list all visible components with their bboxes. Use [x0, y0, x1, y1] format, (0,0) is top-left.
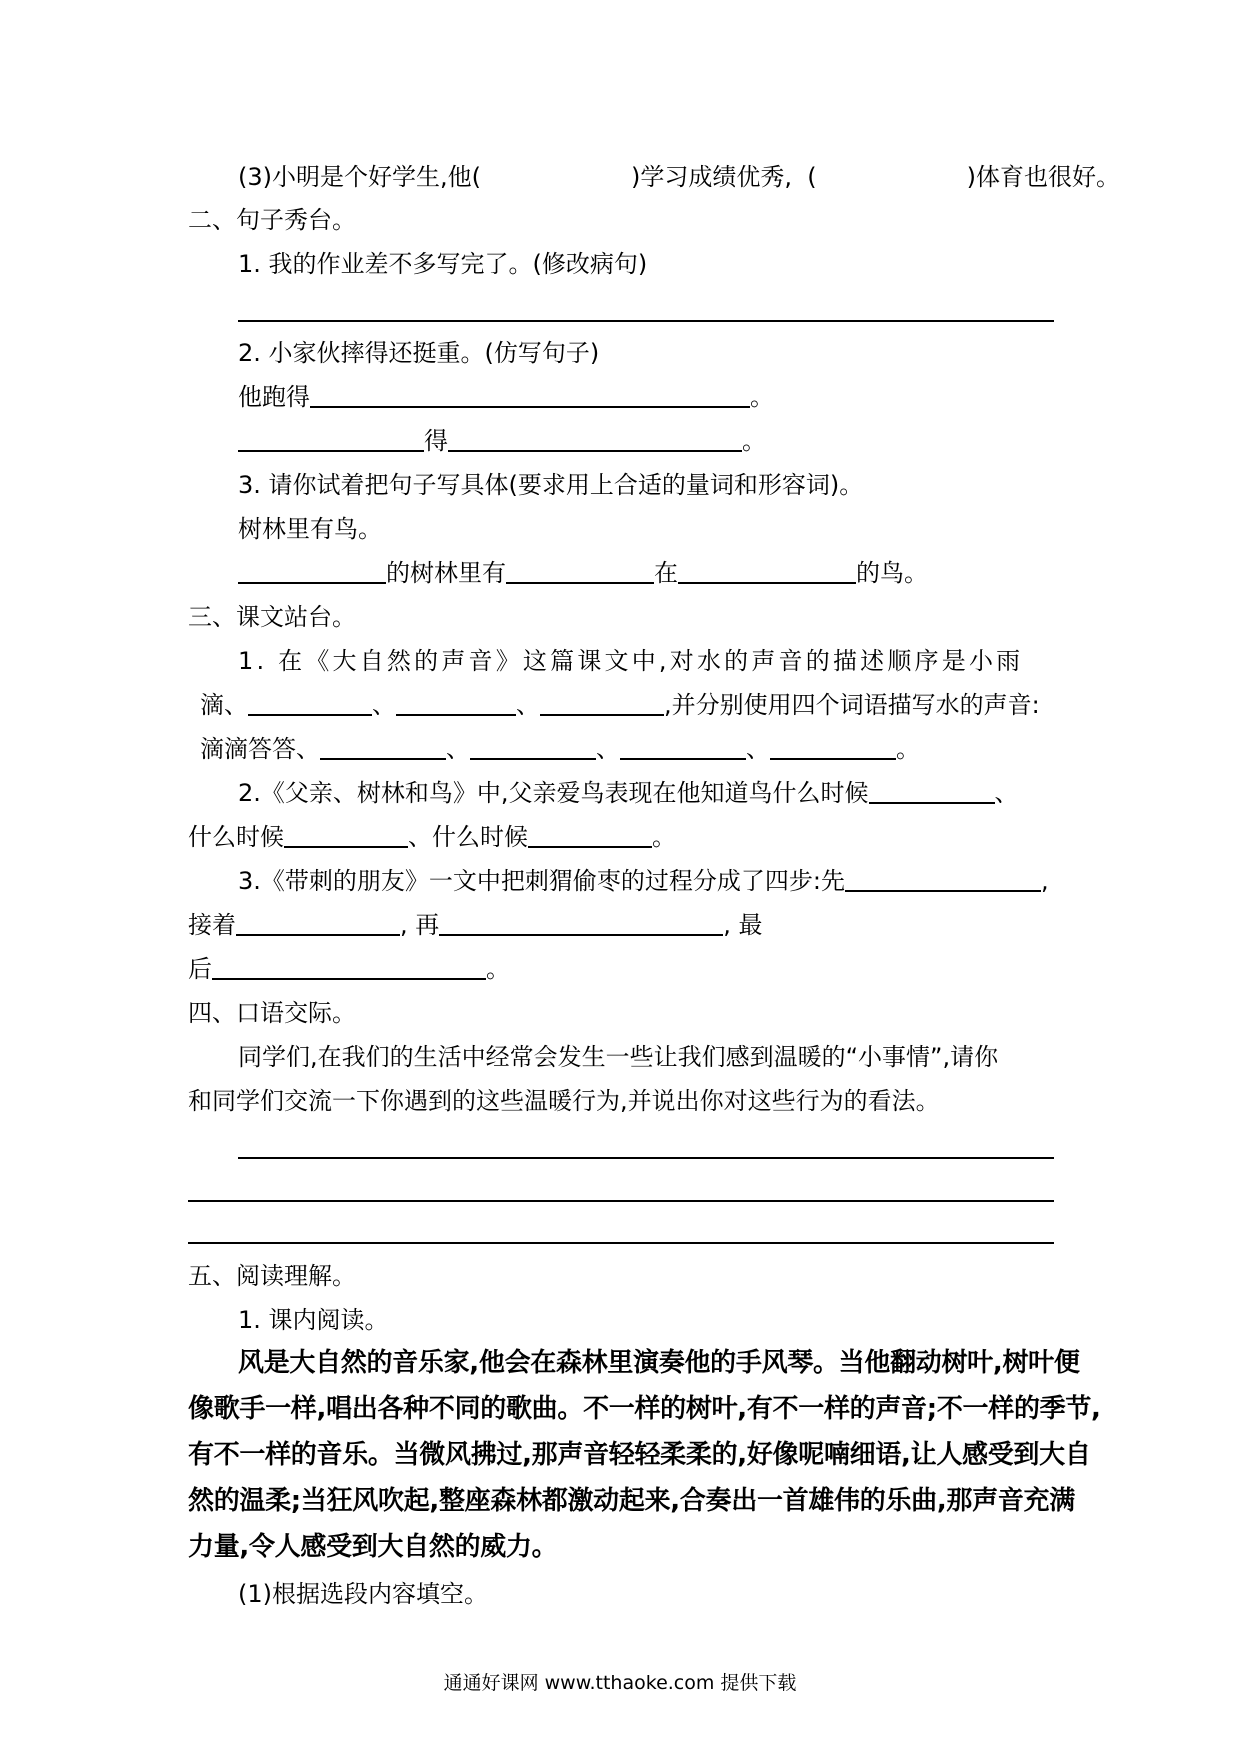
answer-line-s4-2[interactable]	[188, 1200, 1054, 1202]
blank-s3q3-1[interactable]	[845, 866, 1041, 892]
section-3-title: 三、课文站台。	[188, 603, 356, 631]
blank-s2q2-1[interactable]	[310, 382, 750, 408]
blank-s3q1-1[interactable]	[248, 690, 372, 716]
blank-s3q2-1[interactable]	[869, 778, 995, 804]
answer-line-s2q1[interactable]	[238, 320, 1054, 322]
question-1-3	[238, 161, 1120, 193]
blank-s3q2-2[interactable]	[284, 822, 408, 848]
blank-s3q1-5[interactable]	[470, 734, 596, 760]
blank-s3q1-2[interactable]	[396, 690, 516, 716]
s4-prompt-line-2: 和同学们交流一下你遇到的这些温暖行为,并说出你对这些行为的看法。	[188, 1087, 940, 1115]
answer-line-s4-1[interactable]	[238, 1157, 1054, 1159]
section-2-title: 二、句子秀台。	[188, 206, 356, 234]
s2-q2-line-1: 他跑得 。	[238, 383, 774, 411]
blank-s2q2-2[interactable]	[238, 426, 424, 452]
blank-s3q3-4[interactable]	[212, 954, 486, 980]
blank-s2q3-2[interactable]	[506, 558, 654, 584]
s5-subtitle: 1. 课内阅读。	[238, 1306, 389, 1334]
reading-passage-line-3: 有不一样的音乐。当微风拂过,那声音轻轻柔柔的,好像呢喃细语,让人感受到大自	[188, 1440, 1091, 1470]
blank-s3q1-3[interactable]	[540, 690, 664, 716]
s2-question-1: 1. 我的作业差不多写完了。(修改病句)	[238, 250, 648, 278]
s3-q3-line-2: 接着 , 再 , 最	[188, 911, 763, 939]
blank-s2q3-1[interactable]	[238, 558, 386, 584]
s4-prompt-line-1: 同学们,在我们的生活中经常会发生一些让我们感到温暖的“小事情”,请你	[238, 1043, 999, 1071]
s2-question-2: 2. 小家伙摔得还挺重。(仿写句子)	[238, 339, 600, 367]
s3-q1-line-2: 滴、 、 、 ,并分别使用四个词语描写水的声音:	[200, 691, 1040, 719]
s2-q3-fill-line: 的树林里有 在 的鸟。	[238, 557, 928, 589]
s2-q2-line-2: 得 。	[238, 425, 766, 457]
section-4-title: 四、口语交际。	[188, 999, 356, 1027]
reading-passage-line-5: 力量,令人感受到大自然的威力。	[188, 1532, 558, 1562]
s3-q3-line-1: 3.《带刺的朋友》一文中把刺猬偷枣的过程分成了四步:先 ,	[238, 867, 1049, 895]
q1-3-part-b: )学习成绩优秀,	[631, 163, 792, 191]
page-footer: 通通好课网 www.tthaoke.com 提供下载	[443, 1672, 797, 1694]
answer-line-s4-3[interactable]	[188, 1242, 1054, 1244]
blank-s3q3-2[interactable]	[236, 910, 400, 936]
section-5-title: 五、阅读理解。	[188, 1262, 356, 1290]
s3-q2-line-2: 什么时候 、什么时候 。	[188, 823, 676, 851]
blank-s3q1-6[interactable]	[620, 734, 746, 760]
q1-3-part-d: )体育也很好。	[966, 163, 1121, 191]
s3-q3-line-3: 后 。	[188, 955, 510, 983]
s3-q1-line-1: 1. 在《大自然的声音》这篇课文中,对水的声音的描述顺序是小雨	[238, 647, 1024, 675]
blank-s3q1-4[interactable]	[320, 734, 446, 760]
blank-s3q3-3[interactable]	[439, 910, 723, 936]
s3-q2-line-1: 2.《父亲、树林和鸟》中,父亲爱鸟表现在他知道鸟什么时候 、	[238, 779, 1019, 807]
s2-question-3: 3. 请你试着把句子写具体(要求用上合适的量词和形容词)。	[238, 471, 864, 499]
reading-passage-line-1: 风是大自然的音乐家,他会在森林里演奏他的手风琴。当他翻动树叶,树叶便	[238, 1348, 1080, 1378]
s5-question-1: (1)根据选段内容填空。	[238, 1580, 488, 1608]
blank-s3q2-3[interactable]	[528, 822, 652, 848]
s2-q3-example: 树林里有鸟。	[238, 515, 382, 543]
blank-s3q1-7[interactable]	[770, 734, 896, 760]
s3-q1-line-3: 滴滴答答、 、 、 、 。	[200, 735, 920, 763]
q1-3-part-a: (3)小明是个好学生,他(	[238, 163, 481, 191]
blank-s2q2-3[interactable]	[448, 426, 742, 452]
reading-passage-line-2: 像歌手一样,唱出各种不同的歌曲。不一样的树叶,有不一样的声音;不一样的季节,	[188, 1394, 1101, 1424]
q1-3-part-c: (	[807, 163, 817, 191]
reading-passage-line-4: 然的温柔;当狂风吹起,整座森林都激动起来,合奏出一首雄伟的乐曲,那声音充满	[188, 1486, 1075, 1516]
blank-s2q3-3[interactable]	[678, 558, 856, 584]
